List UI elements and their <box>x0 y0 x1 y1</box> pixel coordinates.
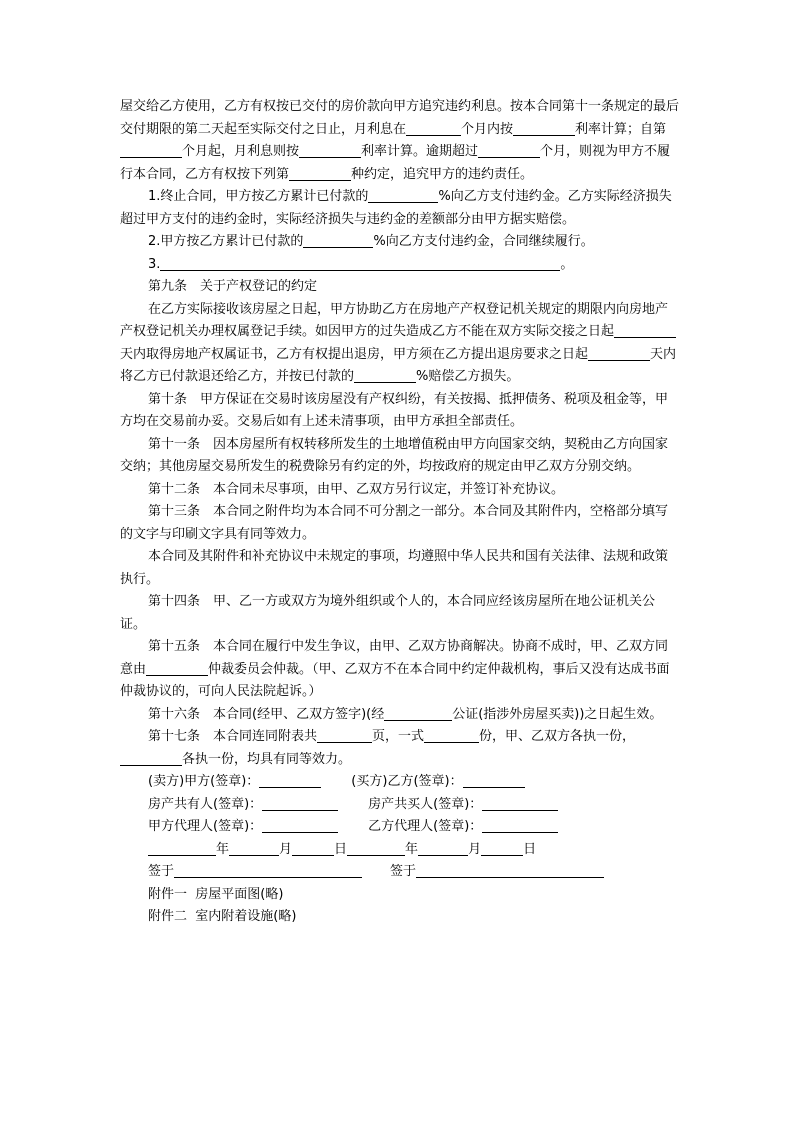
blank-field[interactable] <box>120 143 182 158</box>
blank-field[interactable] <box>368 188 438 203</box>
option-2: 2.甲方按乙方累计已付款的 %向乙方支付违约金，合同继续履行。 <box>148 234 594 249</box>
article-13: 第十三条 本合同之附件均为本合同不可分割之一部分。本合同及其附件内，空格部分填写的文字与印刷文字具有同等效力。 <box>120 504 669 542</box>
option-1: 1.终止合同，甲方按乙方累计已付款的 %向乙方支付违约金。乙方实际经济损失超过甲方支付的违约金时，实际经济损失与违约金的差额部分由甲方据实赔偿。 <box>120 189 672 227</box>
blank-field[interactable] <box>406 121 461 136</box>
article-9-heading: 第九条 关于产权登记的约定 <box>148 279 318 294</box>
breach-interest-paragraph: 屋交给乙方使用，乙方有权按已交付的房价款向甲方追究违约利息。按本合同第十一条规定的最后交付期限的第二天起至实际交付之日止，月利息在 个月内按 利率计算；自第个月起，月利息则按 利率计算。逾期超过 个月，则视为甲方不履行本合同，乙方有权按下列第 种约定，追究甲方的违约责任。 <box>120 99 680 182</box>
article-17: 第十七条 本合同连同附表共 页，一式 份，甲、乙双方各执一份，各执一份，均具有同等效力。 <box>120 726 680 771</box>
blank-field[interactable] <box>354 368 416 383</box>
blank-field[interactable] <box>303 233 373 248</box>
blank-field[interactable] <box>262 818 338 833</box>
attachment-2: 附件二 室内附着设施(略) <box>148 909 297 924</box>
signature-row-parties: (卖方)甲方(签章)： (买方)乙方(签章)： <box>120 771 680 794</box>
blank-field[interactable] <box>299 143 361 158</box>
blank-field[interactable] <box>416 863 604 878</box>
blank-field[interactable] <box>292 841 334 856</box>
article-11: 第十一条 因本房屋所有权转移所发生的土地增值税由甲方向国家交纳，契税由乙方向国家交纳；其他房屋交易所发生的税费除另有约定的外，均按政府的规定由甲乙双方分别交纳。 <box>120 436 669 474</box>
supplementary-clause: 本合同及其附件和补充协议中未规定的事项，均遵照中华人民共和国有关法律、法规和政策执行。 <box>120 549 669 587</box>
blank-field[interactable] <box>424 728 479 743</box>
blank-field[interactable] <box>513 121 575 136</box>
blank-field[interactable] <box>259 773 321 788</box>
blank-field[interactable] <box>120 751 182 766</box>
blank-field[interactable] <box>148 841 216 856</box>
blank-field[interactable] <box>317 728 372 743</box>
article-16: 第十六条 本合同(经甲、乙双方签字)(经 公证(指涉外房屋买卖))之日起生效。 <box>148 706 663 722</box>
blank-field[interactable] <box>289 166 351 181</box>
signature-row-location: 签于 签于 <box>120 861 680 884</box>
blank-field[interactable] <box>482 796 558 811</box>
article-12: 第十二条 本合同未尽事项，由甲、乙双方另行议定，并签订补充协议。 <box>148 481 565 497</box>
signature-row-co-owners: 房产共有人(签章)： 房产共买人(签章)： <box>120 794 680 817</box>
blank-field[interactable] <box>160 256 560 271</box>
blank-field[interactable] <box>262 796 338 811</box>
article-10: 第十条 甲方保证在交易时该房屋没有产权纠纷，有关按揭、抵押债务、税项及租金等，甲方均在交易前办妥。交易后如有上述未清事项，由甲方承担全部责任。 <box>120 391 669 429</box>
blank-field[interactable] <box>347 841 405 856</box>
blank-field[interactable] <box>384 706 452 721</box>
article-15: 第十五条 本合同在履行中发生争议，由甲、乙双方协商解决。协商不成时，甲、乙双方同意由 仲裁委员会仲裁。（甲、乙双方不在本合同中约定仲裁机构，事后又没有达成书面仲裁协议的，可向人民法院起诉。） <box>120 639 670 699</box>
blank-field[interactable] <box>174 863 362 878</box>
blank-field[interactable] <box>418 841 468 856</box>
blank-field[interactable] <box>614 323 676 338</box>
article-14: 第十四条 甲、乙一方或双方为境外组织或个人的，本合同应经该房屋所在地公证机关公证。 <box>120 594 656 632</box>
blank-field[interactable] <box>481 841 523 856</box>
blank-field[interactable] <box>463 773 525 788</box>
blank-field[interactable] <box>588 346 650 361</box>
article-9-body: 在乙方实际接收该房屋之日起，甲方协助乙方在房地产产权登记机关规定的期限内向房地产产权登记机关办理权属登记手续。如因甲方的过失造成乙方不能在双方实际交接之日起天内取得房地产权属证书，乙方有权提出退房，甲方须在乙方提出退房要求之日起 天内将乙方已付款退还给乙方，并按已付款的 %赔偿乙方损失。 <box>120 301 677 384</box>
signature-row-dates: 年 月 日 年 月 日 <box>120 839 680 862</box>
blank-field[interactable] <box>478 143 540 158</box>
blank-field[interactable] <box>229 841 279 856</box>
contract-body <box>120 96 680 929</box>
blank-field[interactable] <box>146 661 208 676</box>
attachment-1: 附件一 房屋平面图(略) <box>148 886 284 902</box>
blank-field[interactable] <box>482 818 558 833</box>
option-3: 3. 。 <box>148 256 574 272</box>
signature-row-agents: 甲方代理人(签章)： 乙方代理人(签章)： <box>120 816 680 839</box>
